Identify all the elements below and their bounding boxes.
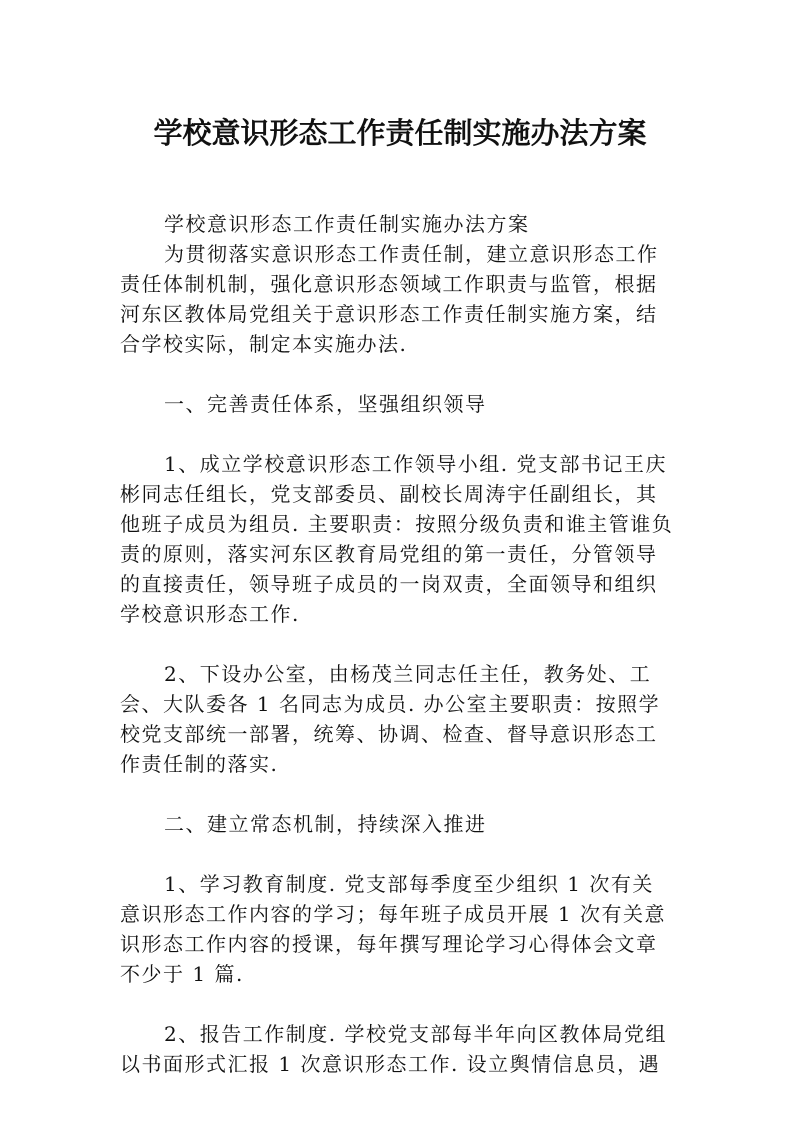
section-heading-1: 一、完善责任体系，坚强组织领导 [164, 392, 487, 416]
section-1-item-1: 1、成立学校意识形态工作领导小组. 党支部书记王庆彬同志任组长，党支部委员、副校长周涛宇任副组长，其他班子成员为组员. 主要职责：按照分级负责和谁主管谁负责的原则，落实河东区教育局党组的第一责任，分管领导的直接责任，领导班子成员的一岗双责，全面领导和组织学校意识形态工作. [120, 452, 674, 626]
intro-paragraph: 为贯彻落实意识形态工作责任制，建立意识形态工作责任体制机制，强化意识形态领域工作职责与监管，根据河东区教体局党组关于意识形态工作责任制实施方案，结合学校实际，制定本实施办法. [120, 242, 659, 356]
section-1-item-2: 2、下设办公室，由杨茂兰同志任主任，教务处、工会、大队委各 1 名同志为成员. 办公室主要职责：按照学校党支部统一部署，统筹、协调、检查、督导意识形态工作责任制的落实. [120, 662, 661, 776]
document-subtitle: 学校意识形态工作责任制实施办法方案 [164, 212, 530, 236]
document-title: 学校意识形态工作责任制实施办法方案 [153, 116, 647, 150]
document-body [120, 209, 675, 1079]
section-2-item-1: 1、学习教育制度. 党支部每季度至少组织 1 次有关意识形态工作内容的学习；每年班子成员开展 1 次有关意识形态工作内容的授课，每年撰写理论学习心得体会文章不少于 1 篇. [120, 872, 666, 986]
section-2-item-2: 2、报告工作制度. 学校党支部每半年向区教体局党组以书面形式汇报 1 次意识形态工作. 设立舆情信息员，遇 [120, 1022, 667, 1076]
section-heading-2: 二、建立常态机制，持续深入推进 [164, 812, 487, 836]
